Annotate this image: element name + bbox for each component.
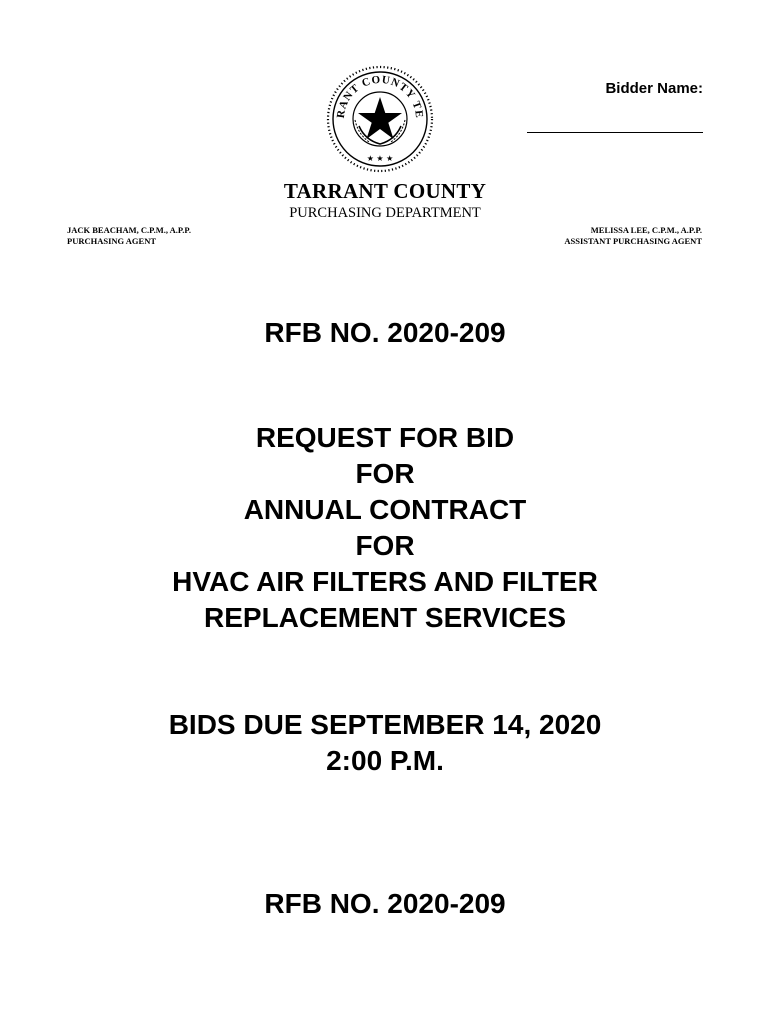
title-line: FOR: [355, 530, 415, 561]
seal-stars: ★ ★ ★: [366, 154, 394, 163]
title-line: REQUEST FOR BID: [255, 422, 515, 453]
bid-title: [0, 420, 770, 636]
county-seal: [325, 64, 435, 174]
rfb-number: RFB NO. 2020-209: [264, 317, 506, 348]
bidder-name-line: [527, 132, 703, 133]
title-line: ANNUAL CONTRACT: [243, 494, 527, 525]
assistant-agent-title: ASSISTANT PURCHASING AGENT: [564, 236, 702, 246]
department-name: PURCHASING DEPARTMENT: [289, 205, 481, 221]
assistant-purchasing-agent: [564, 225, 702, 247]
title-line: REPLACEMENT SERVICES: [204, 602, 566, 633]
rfb-number-footer: RFB NO. 2020-209: [264, 888, 506, 919]
assistant-agent-name: MELISSA LEE, C.P.M., A.P.P.: [590, 225, 702, 235]
due-time-line: 2:00 P.M.: [326, 745, 444, 776]
purchasing-agent-name: JACK BEACHAM, C.P.M., A.P.P.: [67, 225, 191, 235]
bid-due-date: [0, 707, 770, 779]
purchasing-agent-title: PURCHASING AGENT: [67, 236, 157, 246]
title-line: HVAC AIR FILTERS AND FILTER: [172, 566, 598, 597]
seal-ring-text: RANT COUNTY TE: [334, 73, 426, 120]
purchasing-agent: [67, 225, 191, 247]
bidder-name-label: Bidder Name:: [605, 80, 703, 97]
county-name: TARRANT COUNTY: [283, 179, 487, 203]
due-date-line: BIDS DUE SEPTEMBER 14, 2020: [168, 709, 602, 740]
title-line: FOR: [355, 458, 415, 489]
